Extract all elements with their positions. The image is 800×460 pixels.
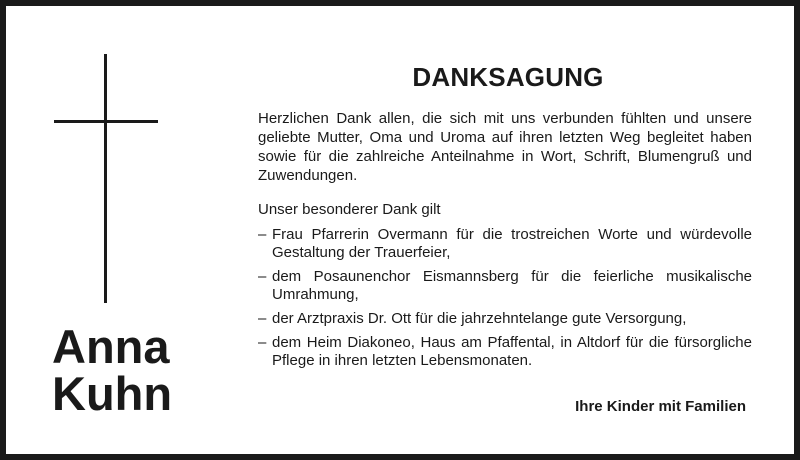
deceased-name (52, 320, 173, 420)
dash-marker: – (258, 268, 267, 285)
thanks-item (258, 334, 752, 370)
deceased-first-name: Anna (52, 320, 170, 373)
thanks-heading: Unser besonderer Dank gilt (258, 201, 441, 218)
thanks-item (258, 310, 752, 328)
thanks-item-text: dem Heim Diakoneo, Haus am Pfaffental, in Altdorf für die fürsorgliche Pflege in ihren letzten Lebensmonaten. (272, 334, 752, 369)
thanks-item-text: Frau Pfarrerin Overmann für die trostreichen Worte und würdevolle Gestaltung der Trauerfeier, (272, 226, 752, 261)
dash-marker: – (258, 310, 267, 327)
thanks-item (258, 268, 752, 304)
signature: Ihre Kinder mit Familien (575, 398, 746, 415)
cross-icon-crossbar (54, 120, 158, 123)
deceased-last-name: Kuhn (52, 367, 173, 420)
intro-paragraph: Herzlichen Dank allen, die sich mit uns verbunden fühlten und unsere geliebte Mutter, Oma und Uroma auf ihren letzten Weg begleitet haben sowie für die zahlreiche Anteilnahme in Wort, Schrift, Blumengruß und Zuwendungen. (258, 110, 752, 184)
thanks-item-text: dem Posaunenchor Eismannsberg für die feierliche musikalische Umrahmung, (272, 268, 752, 303)
thanks-item (258, 226, 752, 262)
dash-marker: – (258, 226, 267, 243)
thanks-list (258, 226, 752, 376)
dash-marker: – (258, 334, 267, 351)
notice-title: DANKSAGUNG (412, 62, 604, 92)
thanks-item-text: der Arztpraxis Dr. Ott für die jahrzehntelange gute Versorgung, (272, 310, 687, 327)
cross-icon (104, 54, 107, 303)
